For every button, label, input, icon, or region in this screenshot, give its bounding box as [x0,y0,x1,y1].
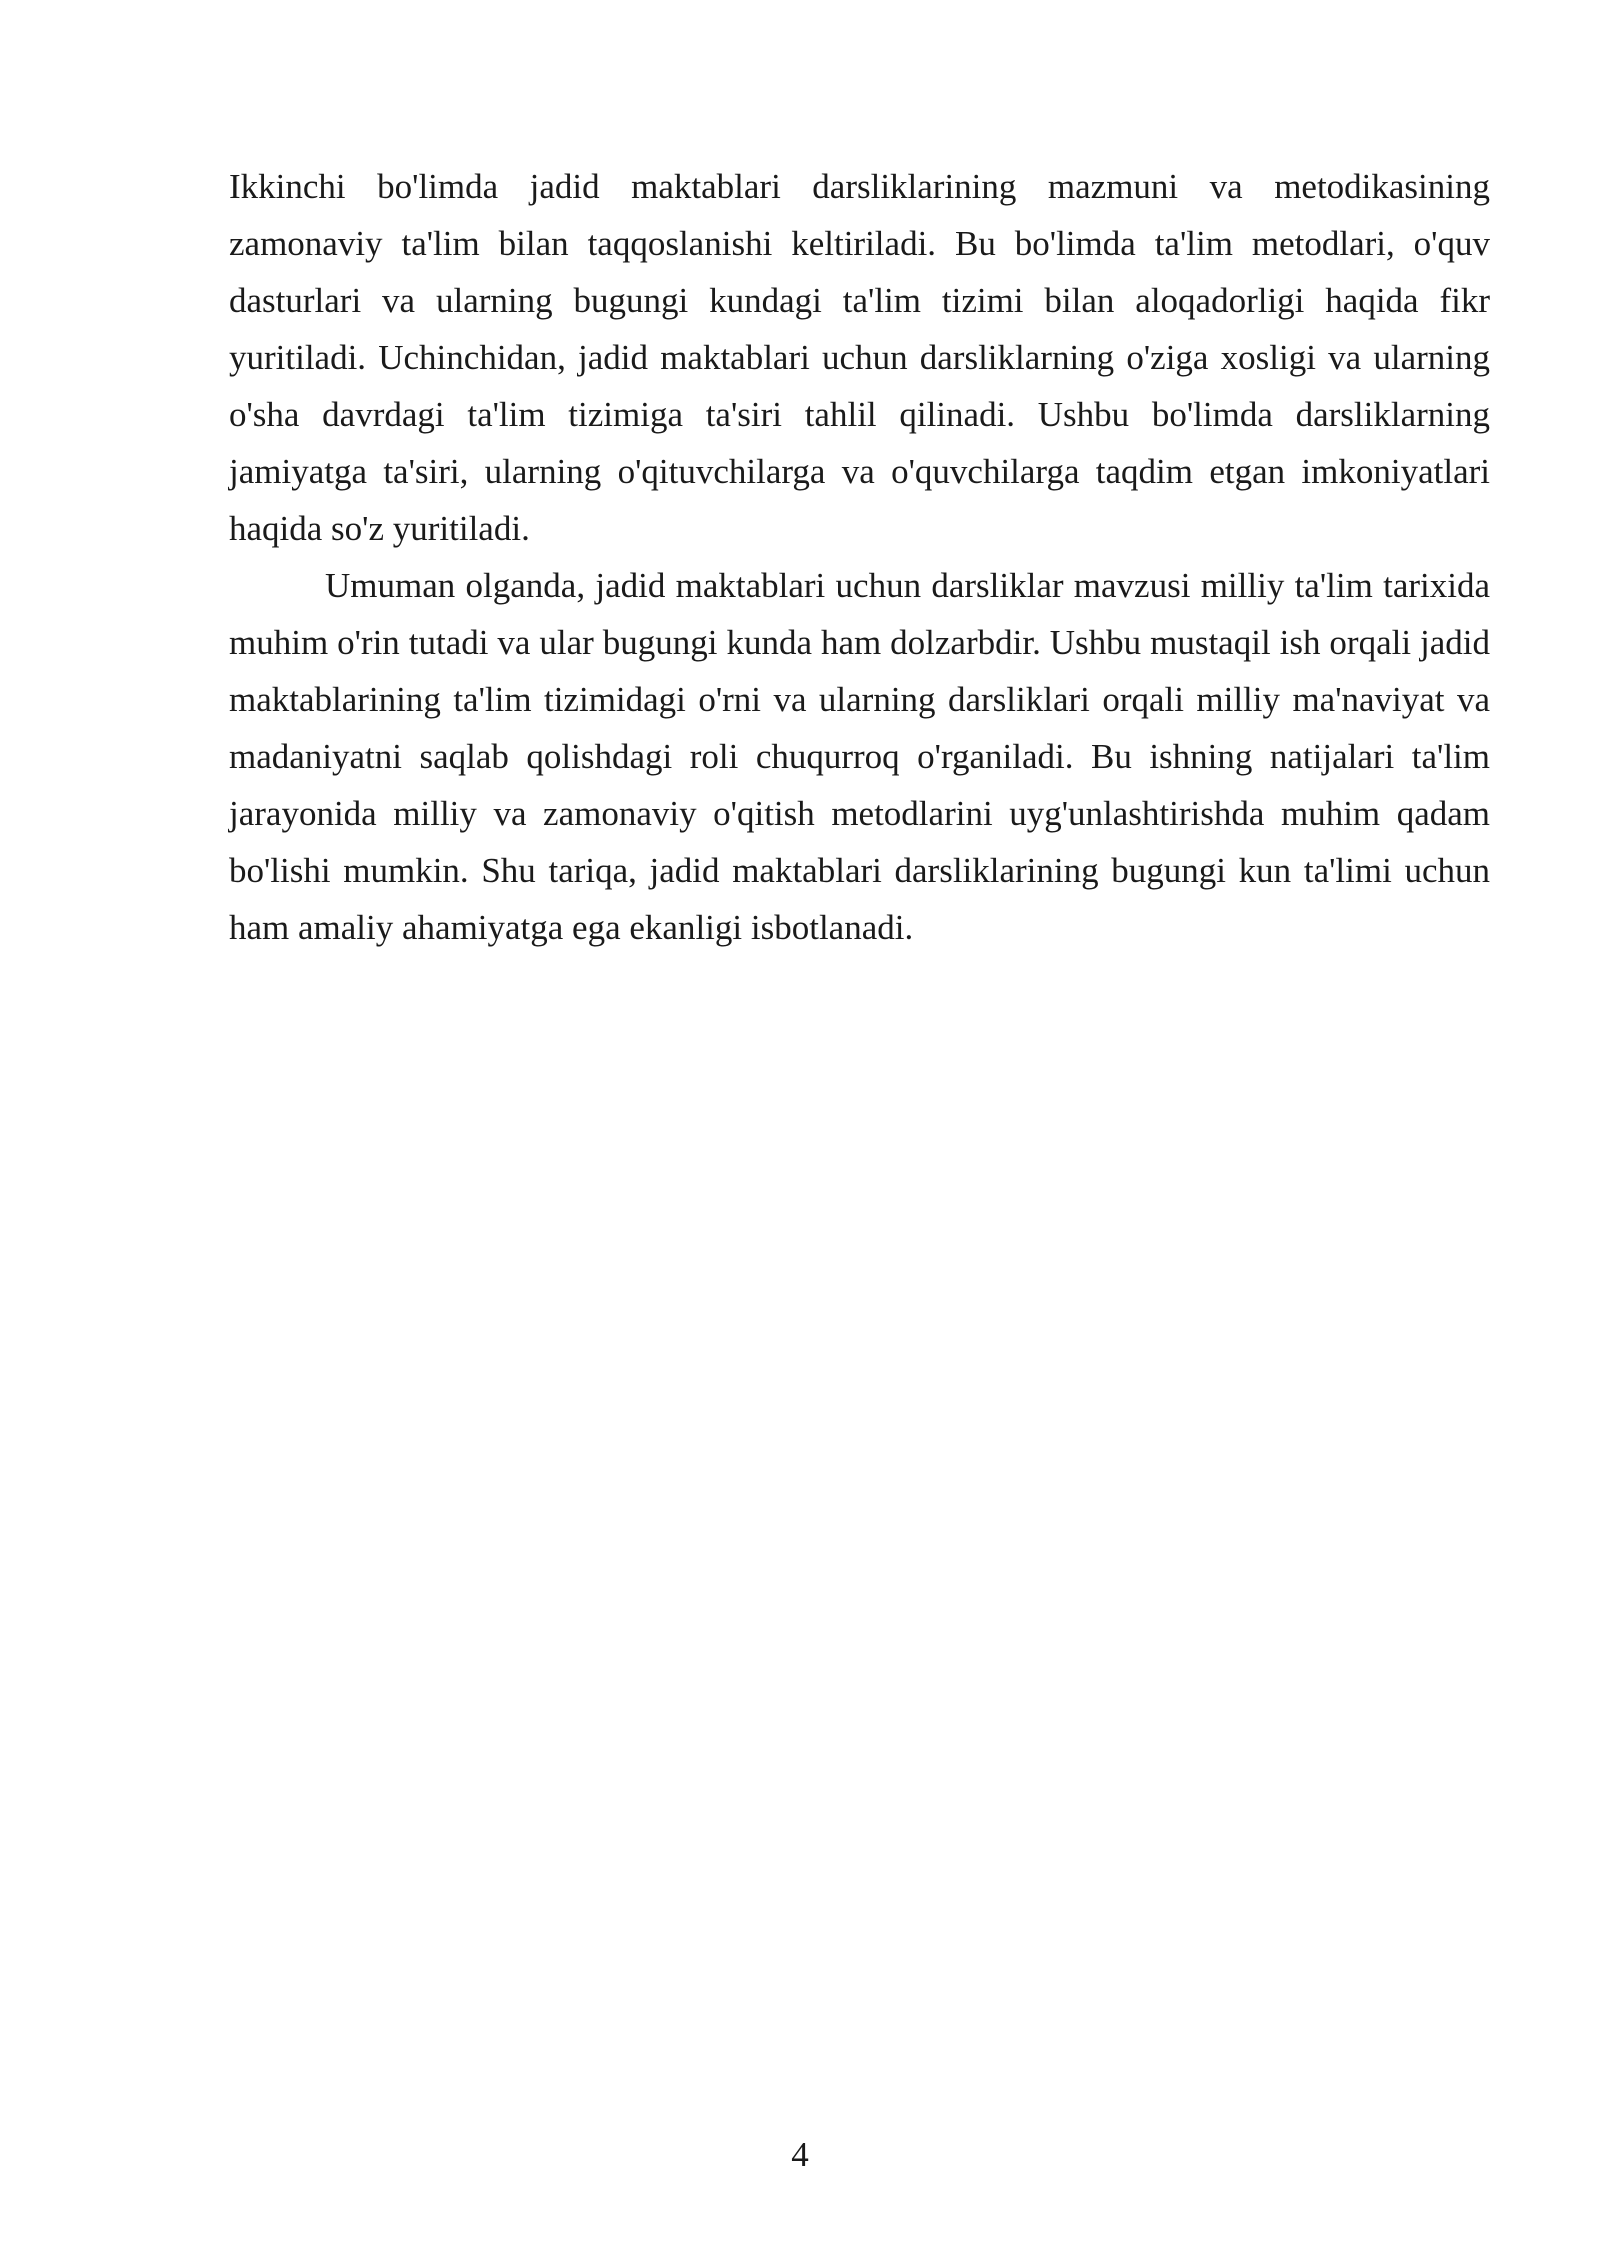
page-number: 4 [791,2135,809,2174]
body-text [229,158,1490,956]
paragraph-1: Ikkinchi bo'limda jadid maktablari darsliklarining mazmuni va metodikasining zamonaviy ta'lim bilan taqqoslanishi keltiriladi. Bu bo'limda ta'lim metodlari, o'quv dasturlari va ularning bugungi kundagi ta'lim tizimi bilan aloqadorligi haqida fikr yuritiladi. Uchinchidan, jadid maktablari uchun darsliklarning o'ziga xosligi va ularning o'sha davrdagi ta'lim tizimiga ta'siri tahlil qilinadi. Ushbu bo'limda darsliklarning jamiyatga ta'siri, ularning o'qituvchilarga va o'quvchilarga taqdim etgan imkoniyatlari haqida so'z yuritiladi. [229,167,1490,548]
paragraph-2: Umuman olganda, jadid maktablari uchun darsliklar mavzusi milliy ta'lim tarixida muhim o'rin tutadi va ular bugungi kunda ham dolzarbdir. Ushbu mustaqil ish orqali jadid maktablarining ta'lim tizimidagi o'rni va ularning darsliklari orqali milliy ma'naviyat va madaniyatni saqlab qolishdagi roli chuqurroq o'rganiladi. Bu ishning natijalari ta'lim jarayonida milliy va zamonaviy o'qitish metodlarini uyg'unlashtirishda muhim qadam bo'lishi mumkin. Shu tariqa, jadid maktablari darsliklarining bugungi kun ta'limi uchun ham amaliy ahamiyatga ega ekanligi isbotlanadi. [229,566,1490,947]
